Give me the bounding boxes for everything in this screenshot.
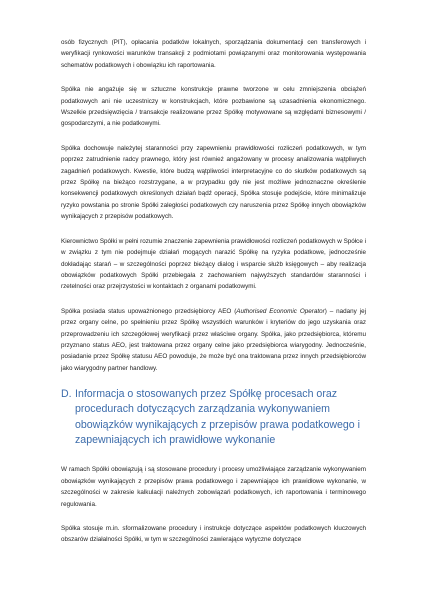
aeo-text-end: ) – nadany jej przez organy celne, po spełnieniu przez Spółkę wszystkich warunków i kryteriów do jego uzyskania oraz przeprowadzeniu ich szczegółowej weryfikacji przez właściwe organy. Spółka, jako przedsiębiorca, któremu przyznano status AEO, jest traktowana przez organy celne jako przedsiębiorca wiarygodny. Jednocześnie, posiadanie przez Spółkę statusu AEO powoduje, że może być ona traktowana przez innych przedsiębiorców jako wiarygodny partner handlowy. [61, 307, 366, 372]
paragraph-procedures: W ramach Spółki obowiązują i są stosowane procedury i procesy umożliwiające zarządzanie wykonywaniem obowiązków wynikających z przepisów prawa podatkowego i zapewniające ich prawidłowe wykonanie, w szczególności w zakresie kalkulacji należnych zobowiązań podatkowych, ich raportowania i terminowego regulowania. [61, 466, 366, 508]
section-letter: D. [61, 388, 72, 401]
paragraph-due-diligence: Spółka dochowuje należytej staranności przy zapewnieniu prawidłowości rozliczeń podatkowych, w tym poprzez zatrudnienie radcy prawnego, który jest również angażowany w procesy analizowania wątpliwych zagadnień podatkowych. Kwestie, które budzą wątpliwości interpretacyjne co do skutków podatkowych są przez Spółkę na bieżąco rozstrzygane, a w przypadku gdy nie jest możliwe jednoznaczne określenie konsekwencji podatkowych określonych działań bądź operacji, Spółka stosuje podejście, które minimalizuje ryzyko powstania po stronie Spółki zaległości podatkowych czy naruszenia przez Spółkę innych obowiązków wynikających z przepisów podatkowych. [61, 144, 366, 221]
aeo-text-start: Spółka posiada status upoważnionego przedsiębiorcy AEO ( [61, 307, 237, 315]
aeo-italic-term: Authorised Economic Operator [236, 307, 325, 315]
paragraph-tax-processes: osób fizycznych (PIT), opłacania podatków lokalnych, sporządzania dokumentacji cen transferowych i weryfikacji rynkowości warunków transakcji z podmiotami powiązanymi oraz monitorowania występowania schematów podatkowych i obowiązku ich raportowania. [61, 39, 366, 69]
page-content [61, 37, 366, 559]
paragraph-formal-procedures: Spółka stosuje m.in. sformalizowane procedury i instrukcje dotyczące aspektów podatkowych kluczowych obszarów działalności Spółki, w tym w szczególności zawierające wytyczne dotyczące [61, 524, 366, 544]
section-title: Informacja o stosowanych przez Spółkę procesach oraz procedurach dotyczących zarządzania wykonywaniem obowiązków wynikających z przepisów prawa podatkowego i zapewniających ich prawidłowe wykonanie [75, 388, 360, 447]
paragraph-no-artificial-structures: Spółka nie angażuje się w sztuczne konstrukcje prawne tworzone w celu zmniejszenia obciążeń podatkowych ani nie uczestniczy w konstrukcjach, które pozbawione są uzasadnienia ekonomicznego. Wszelkie przedsięwzięcia / transakcje realizowane przez Spółkę motywowane są względami biznesowymi / gospodarczymi, a nie podatkowymi. [61, 86, 366, 128]
paragraph-aeo-status [61, 306, 366, 374]
paragraph-management: Kierownictwo Spółki w pełni rozumie znaczenie zapewnienia prawidłowości rozliczeń podatkowych w Spółce i w związku z tym nie podejmuje działań mogących narazić Spółkę na ryzyka podatkowe, jednocześnie dokładając starań – w szczególności poprzez bieżący dialog i wsparcie służb księgowych – aby realizacja obowiązków podatkowych Spółki przebiegała z zachowaniem najwyższych standardów staranności i rzetelności oraz przejrzystości w kontaktach z organami podatkowymi. [61, 237, 366, 291]
section-heading [61, 387, 366, 448]
